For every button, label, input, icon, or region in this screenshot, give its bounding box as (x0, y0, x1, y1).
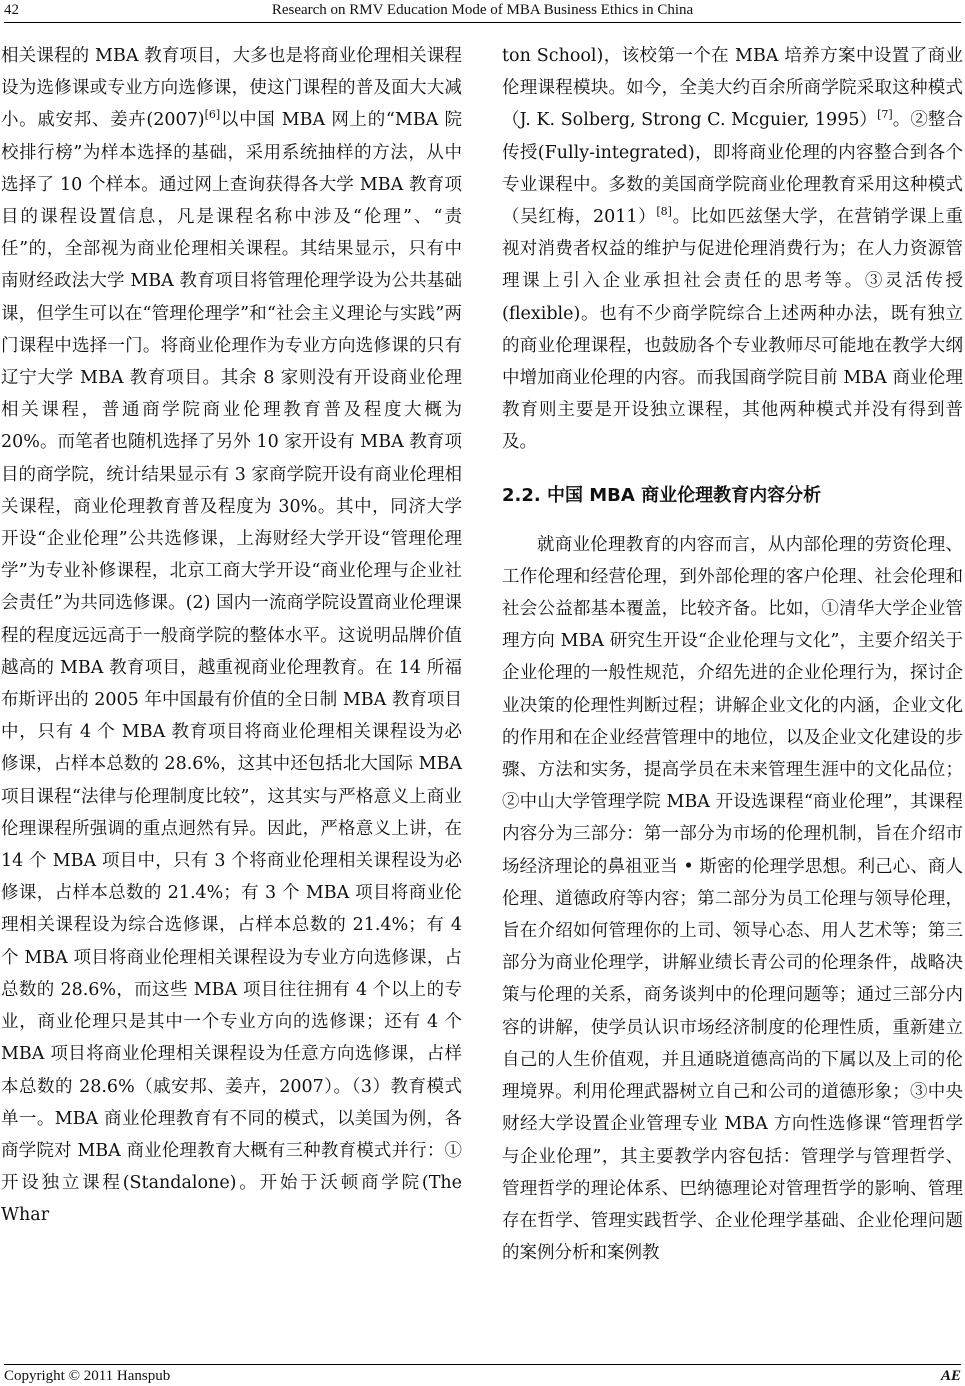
right-paragraph-1 (502, 40, 963, 459)
right-text-c: 。比如匹兹堡大学，在营销学课上重视对消费者权益的维护与促进伦理消费行为；在人力资源管理课上引入企业承担社会责任的思考等。③灵活传授(flexible)。也有不少商学院综合上述两种办法，既有独立的商业伦理课程，也鼓励各个专业教师尽可能地在教学大纲中增加商业伦理的内容。而我国商学院目前 MBA 商业伦理教育则主要是开设独立课程，其他两种模式并没有得到普及。 (502, 207, 964, 453)
left-text-a: 相关课程的 MBA 教育项目，大多也是将商业伦理相关课程设为选修课或专业方向选修课，使这门课程的普及面大大减小。戚安邦、姜卉(2007) (1, 46, 462, 131)
page-header (4, 0, 961, 22)
citation-6: [6] (204, 108, 221, 122)
footer-rule (4, 1364, 961, 1365)
left-column (1, 40, 462, 1232)
right-paragraph-2: 就商业伦理教育的内容而言，从内部伦理的劳资伦理、工作伦理和经营伦理，到外部伦理的客户伦理、社会伦理和社会公益都基本覆盖，比较齐备。比如，①清华大学企业管理方向 MBA 研究生开设“企业伦理与文化”，主要介绍关于企业伦理的一般性规范，介绍先进的企业伦理行为，探讨企业决策的伦理性判断过程；讲解企业文化的内涵，企业文化的作用和在企业经营管理中的地位，以及企业文化建设的步骤、方法和实务，提高学员在未来管理生涯中的文化品位；②中山大学管理学院 MBA 开设选课程“商业伦理”，其课程内容分为三部分：第一部分为市场的伦理机制，旨在介绍市场经济理论的鼻祖亚当 • 斯密的伦理学思想。利己心、商人伦理、道德政府等内容；第二部分为员工伦理与领导伦理，旨在介绍如何管理你的上司、领导心态、用人艺术等；第三部分为商业伦理学，讲解业绩长青公司的伦理条件，战略决策与伦理的关系，商务谈判中的伦理问题等；通过三部分内容的讲解，使学员认识市场经济制度的伦理性质，重新建立自己的人生价值观，并且通晓道德高尚的下属以及上司的伦理境界。利用伦理武器树立自己和公司的道德形象；③中央财经大学设置企业管理专业 MBA 方向性选修课“管理哲学与企业伦理”，其主要教学内容包括：管理学与管理哲学、管理哲学的理论体系、巴纳德理论对管理哲学的影响、管理存在哲学、管理实践哲学、企业伦理学基础、企业伦理问题的案例分析和案例教 (502, 534, 963, 1264)
page-number: 42 (4, 2, 19, 18)
journal-abbrev: AE (940, 1368, 961, 1384)
right-column (502, 40, 963, 1269)
right-text-a: ton School)，该校第一个在 MBA 培养方案中设置了商业伦理课程模块。如今，全美大约百余所商学院采取这种模式（J. K. Solberg, Strong C. Mcguier, 1995） (502, 46, 963, 131)
left-text-b: 以中国 MBA 网上的“MBA 院校排行榜”为样本选择的基础，采用系统抽样的方法，从中选择了 10 个样本。通过网上查询获得各大学 MBA 教育项目的课程设置信息，凡是课程名称中涉及“伦理”、“责任”的，全部视为商业伦理相关课程。其结果显示，只有中南财经政法大学 MBA 教育项目将管理伦理学设为公共基础课，但学生可以在“管理伦理学”和“社会主义理论与实践”两门课程中选择一门。将商业伦理作为专业方向选修课的只有辽宁大学 MBA 教育项目。其余 8 家则没有开设商业伦理相关课程，普通商学院商业伦理教育普及程度大概为 20%。而笔者也随机选择了另外 10 家开设有 MBA 教育项目的商学院，统计结果显示有 3 家商学院开设有商业伦理相关课程，商业伦理教育普及程度为 30%。其中，同济大学开设“企业伦理”公共选修课，上海财经大学开设“管理伦理学”为专业补修课程，北京工商大学开设“商业伦理与企业社会责任”为共同选修课。(2) 国内一流商学院设置商业伦理课程的程度远远高于一般商学院的整体水平。这说明品牌价值越高的 MBA 教育项目，越重视商业伦理教育。在 14 所福布斯评出的 2005 年中国最有价值的全日制 MBA 教育项目中，只有 4 个 MBA 教育项目将商业伦理相关课程设为必修课，占样本总数的 28.6%，这其中还包括北大国际 MBA 项目课程“法律与伦理制度比较”，这其实与严格意义上商业伦理课程所强调的重点迥然有异。因此，严格意义上讲，在 14 个 MBA 项目中，只有 3 个将商业伦理相关课程设为必修课，占样本总数的 21.4%；有 3 个 MBA 项目将商业伦理相关课程设为综合选修课，占样本总数的 21.4%；有 4 个 MBA 项目将商业伦理相关课程设为专业方向选修课，占总数的 28.6%，而这些 MBA 项目往往拥有 4 个以上的专业，商业伦理只是其中一个专业方向的选修课；还有 4 个 MBA 项目将商业伦理相关课程设为任意方向选修课，占样本总数的 28.6%（戚安邦、姜卉，2007）。（3）教育模式单一。MBA 商业伦理教育有不同的模式，以美国为例，各商学院对 MBA 商业伦理教育大概有三种教育模式并行：①开设独立课程(Standalone)。开始于沃顿商学院(The Whar (1, 110, 462, 1226)
copyright-notice: Copyright © 2011 Hanspub (4, 1368, 171, 1384)
right-text-b: 。②整合传授(Fully-integrated)，即将商业伦理的内容整合到各个专业课程中。多数的美国商学院商业伦理教育采用这种模式（吴红梅，2011） (502, 110, 963, 228)
left-paragraph (1, 40, 462, 1232)
citation-8: [8] (656, 205, 672, 219)
page-footer (4, 1368, 961, 1386)
running-title: Research on RMV Education Mode of MBA Business Ethics in China (271, 2, 694, 18)
citation-7: [7] (877, 108, 893, 122)
header-rule (4, 22, 961, 23)
section-heading: 2.2. 中国 MBA 商业伦理教育内容分析 (502, 484, 822, 506)
